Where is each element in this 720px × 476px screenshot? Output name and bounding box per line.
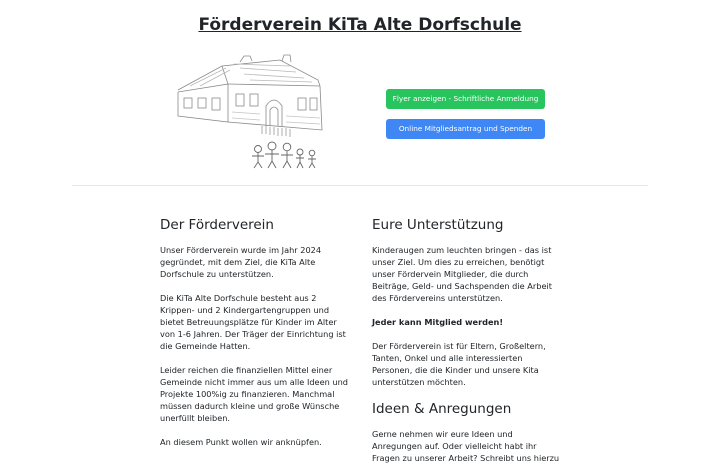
flyer-signup-button[interactable]: Flyer anzeigen - Schriftliche Anmeldung bbox=[386, 89, 545, 109]
section-divider bbox=[72, 185, 648, 186]
paragraph: Die KiTa Alte Dorfschule besteht aus 2 Krippen- und 2 Kindergartengruppen und bietet Betreuungsplätze für Kinder im Alter von 1-6 Jahren. Der Träger der Einrichtung ist die Gemeinde Hatten. bbox=[160, 293, 346, 351]
paragraph: Leider reichen die finanziellen Mittel einer Gemeinde nicht immer aus um alle Ideen und Projekte 100%ig zu finanzieren. Manchmal müssen dadurch kleine und große Wünsche unerfüllt bleiben. bbox=[160, 365, 348, 423]
membership-callout: Jeder kann Mitglied werden! bbox=[372, 317, 504, 327]
unterstuetzung-section bbox=[372, 216, 562, 476]
page-title: Förderverein KiTa Alte Dorfschule bbox=[198, 15, 522, 35]
paragraph: Kinderaugen zum leuchten bringen - das ist unser Ziel. Um dies zu erreichen, benötigt unser Fördervein Mitglieder, die durch Beiträge, Geld- und Sachspenden die Arbeit des Fördervereins unterstützen. bbox=[372, 245, 552, 303]
paragraph: Der Förderverein ist für Eltern, Großeltern, Tanten, Onkel und alle interessierten Personen, die die Kinder und unsere Kita unterstützen möchten. bbox=[372, 341, 546, 387]
paragraph: Gerne nehmen wir eure Ideen und Anregungen auf. Oder vielleicht habt ihr Fragen zu unserer Arbeit? Schreibt uns hierzu bbox=[372, 429, 560, 463]
school-building-sketch-image bbox=[170, 52, 330, 170]
section-heading: Eure Unterstützung bbox=[372, 217, 504, 233]
section-heading-ideas: Ideen & Anregungen bbox=[372, 401, 512, 417]
paragraph: Unser Förderverein wurde im Jahr 2024 gegründet, mit dem Ziel, die KiTa Alte Dorfschule zu unterstützen. bbox=[160, 245, 322, 279]
paragraph: An diesem Punkt wollen wir anknüpfen. bbox=[160, 437, 322, 447]
section-heading: Der Förderverein bbox=[160, 217, 274, 233]
foerderverein-section bbox=[160, 216, 350, 460]
online-membership-button[interactable]: Online Mitgliedsantrag und Spenden bbox=[386, 119, 545, 139]
